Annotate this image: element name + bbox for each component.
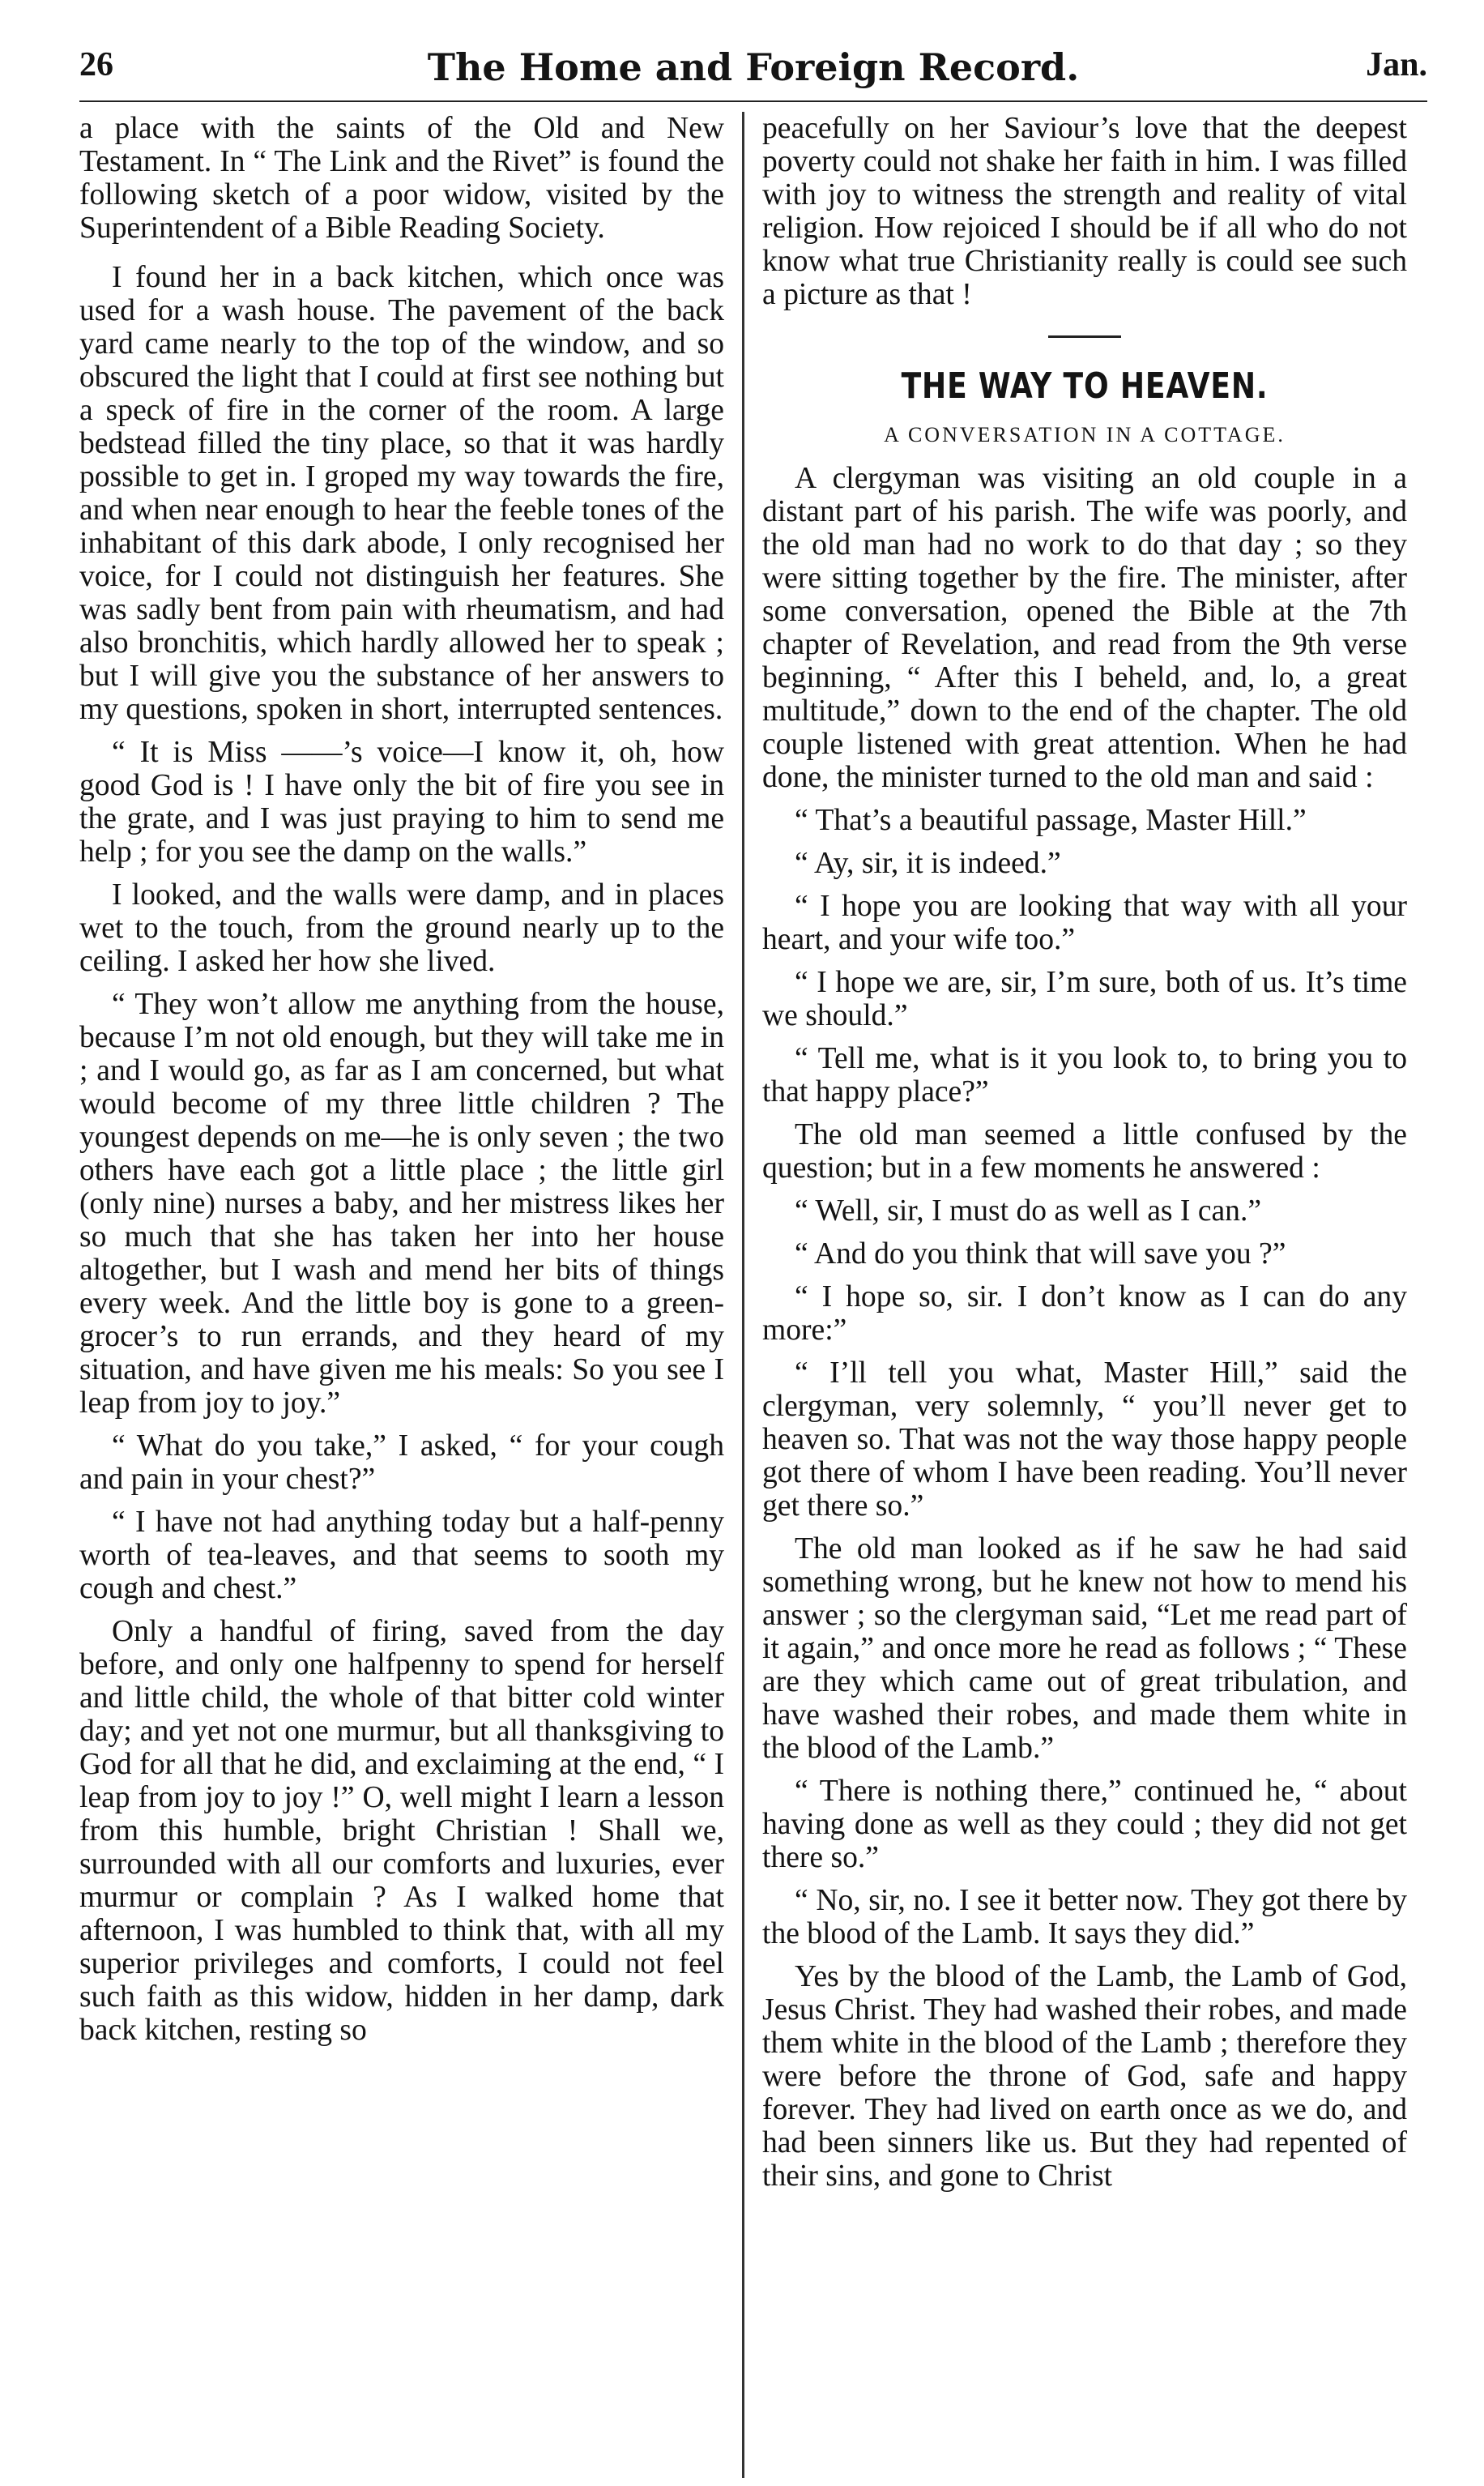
paragraph: “ I hope you are looking that way with all your heart, and your wife too.” (762, 890, 1407, 956)
paragraph: “ They won’t allow me anything from the house, because I’m not old enough, but they will take me in ; and I would go, as far as I am concerned, but what would become of my three little children ? The youngest depends on me—he is only seven ; the two others have each got a little place ; the little girl (only nine) nurses a baby, and her mistress likes her so much that she has taken her into her house altogether, but I wash and mend her bits of things every week. And the little boy is gone to a green-grocer’s to run errands, and they heard of my situation, and have given me his meals: So you see I leap from joy to joy.” (79, 988, 724, 1420)
paragraph: “ I hope so, sir. I don’t know as I can do any more:” (762, 1280, 1407, 1347)
section-divider (1048, 335, 1121, 338)
paragraph: “ Tell me, what is it you look to, to bring you to that happy place?” (762, 1042, 1407, 1108)
paragraph: The old man seemed a little confused by the question; but in a few moments he answered : (762, 1118, 1407, 1185)
paragraph: “ I hope we are, sir, I’m sure, both of us. It’s time we should.” (762, 966, 1407, 1032)
paragraph: “ What do you take,” I asked, “ for your cough and pain in your chest?” (79, 1429, 724, 1496)
paragraph: Yes by the blood of the Lamb, the Lamb of God, Jesus Christ. They had washed their robes, and made them white in the blood of the Lamb ; therefore they were before the throne of God, safe and happy forever. They had lived on earth once as we do, and had been sinners like us. But they had repented of their sins, and gone to Christ (762, 1960, 1407, 2193)
paragraph: A clergyman was visiting an old couple in a distant part of his parish. The wife was poorly, and the old man had no work to do that day ; so they were sitting together by the fire. The minister, after some conversation, opened the Bible at the 7th chapter of Revelation, and read from the 9th verse beginning, “ After this I beheld, and, lo, a great multitude,” down to the end of the chapter. The old couple listened with great attention. When he had done, the minister turned to the old man and said : (762, 462, 1407, 794)
article-title: THE WAY TO HEAVEN. (901, 365, 1269, 407)
paragraph: “ Ay, sir, it is indeed.” (795, 847, 1061, 880)
paragraph: “ That’s a beautiful passage, Master Hill.” (795, 804, 1307, 837)
column-divider (742, 112, 744, 2478)
paragraph: “ And do you think that will save you ?” (795, 1237, 1286, 1271)
paragraph: Only a handful of firing, saved from the day before, and only one halfpenny to spend for herself and little child, the whole of that bitter cold winter day; and yet not one murmur, but all thanksgiving to God for all that he did, and exclaiming at the end, “ I leap from joy to joy !” O, well might I learn a lesson from this humble, bright Christian ! Shall we, surrounded with all our comforts and luxuries, ever murmur or complain ? As I walked home that afternoon, I was humbled to think that, with all my superior privileges and comforts, I could not feel such faith as this widow, hidden in her damp, dark back kitchen, resting so (79, 1615, 724, 2047)
two-column-body (79, 112, 1427, 2478)
left-column (79, 112, 724, 2478)
running-header (79, 45, 1427, 102)
paragraph: “ I have not had anything today but a half-penny worth of tea-leaves, and that seems to sooth my cough and chest.” (79, 1506, 724, 1605)
right-column (762, 112, 1407, 2478)
paragraph: The old man looked as if he saw he had said something wrong, but he knew not how to mend his answer ; so the clergyman said, “Let me read part of it again,” and once more he read as follows ; “ These are they which came out of great tribulation, and have washed their robes, and made them white in the blood of the Lamb.” (762, 1532, 1407, 1765)
paragraph: I looked, and the walls were damp, and in places wet to the touch, from the ground nearly up to the ceiling. I asked her how she lived. (79, 878, 724, 978)
paragraph: peacefully on her Saviour’s love that the deepest poverty could not shake her faith in him. I was filled with joy to witness the strength and reality of vital religion. How rejoiced I should be if all who do not know what true Christianity really is could see such a picture as that ! (762, 112, 1407, 311)
paragraph: “ No, sir, no. I see it better now. They got there by the blood of the Lamb. It says they did.” (762, 1884, 1407, 1950)
paragraph: “ There is nothing there,” continued he, “ about having done as well as they could ; they did not get there so.” (762, 1775, 1407, 1874)
paragraph: “ It is Miss ——’s voice—I know it, oh, how good God is ! I have only the bit of fire you see in the grate, and I was just praying to him to send me help ; for you see the damp on the walls.” (79, 736, 724, 869)
paragraph: a place with the saints of the Old and New Testament. In “ The Link and the Rivet” is found the following sketch of a poor widow, visited by the Superintendent of a Bible Reading Society. (79, 112, 724, 245)
article-subtitle: A CONVERSATION IN A COTTAGE. (884, 423, 1286, 446)
paragraph: “ I’ll tell you what, Master Hill,” said the clergyman, very solemnly, “ you’ll never get to heaven so. That was not the way those happy people got there of whom I have been reading. You’ll never get there so.” (762, 1356, 1407, 1523)
journal-title: The Home and Foreign Record. (427, 45, 1080, 89)
paragraph: “ Well, sir, I must do as well as I can.” (795, 1194, 1262, 1228)
page-number: 26 (79, 46, 113, 83)
issue-month: Jan. (1366, 46, 1427, 83)
paragraph: I found her in a back kitchen, which once was used for a wash house. The pavement of the back yard came nearly to the top of the window, and so obscured the light that I could at first see nothing but a speck of fire in the corner of the room. A large bedstead filled the tiny place, so that it was hardly possible to get in. I groped my way towards the fire, and when near enough to hear the feeble tones of the inhabitant of this dark abode, I only recognised her voice, for I could not distinguish her features. She was sadly bent from pain with rheumatism, and had also bronchitis, which hardly allowed her to speak ; but I will give you the substance of her answers to my questions, spoken in short, interrupted sentences. (79, 261, 724, 726)
